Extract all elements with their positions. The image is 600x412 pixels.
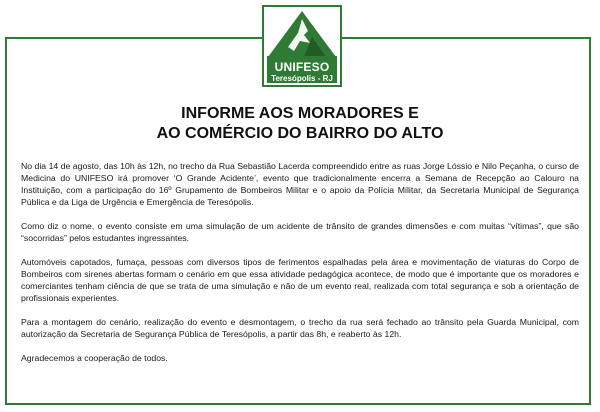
paragraph-road-closure: Para a montagem do cenário, realização do evento e desmontagem, o trecho da rua será fechado ao trânsito pela Guarda Municipal, com autorização da Secretaria de Segurança Pública de Teresópolis, a partir das 8h, e reaberto às 12h. [21,317,579,339]
paragraph-thanks: Agradecemos a cooperação de todos. [21,353,168,363]
paragraph-scenario: Automóveis capotados, fumaça, pessoas com diversos tipos de ferimentos espalhadas pela área e movimentação de viaturas do Corpo de Bombeiros com sirenes abertas formam o cenário em que essa atividade pedagógica acontece, de modo que é importante que os moradores e comerciantes tenham ciência de que se trata de uma simulação e não de um evento real, realizada com total segurança e sob a orientação de profissionais experientes. [21,257,579,303]
unifeso-logo [262,5,342,87]
notice-title [20,104,580,144]
paragraph-event-announcement: No dia 14 de agosto, das 10h às 12h, no trecho da Rua Sebastião Lacerda compreendido entre as ruas Jorge Lóssio e Nilo Peçanha, o curso de Medicina do UNIFESO irá promover ‘O Grande Acidente’, evento que tradicionalmente encerra a Semana de Recepção ao Calouro na Instituição, com a participação do 16º Grupamento de Bombeiros Militar e o apoio da Polícia Militar, da Secretaria Municipal de Segurança Pública e da Liga de Urgência e Emergência de Teresópolis. [21,161,579,207]
paragraph-simulation-description: Como diz o nome, o evento consiste em uma simulação de um acidente de trânsito de grandes dimensões e com muitas “vítimas”, que são “socorridas” pelos estudantes ingressantes. [21,221,579,243]
title-line-2: AO COMÉRCIO DO BAIRRO DO ALTO [156,125,444,142]
notice-body [21,160,579,376]
title-line-1: INFORME AOS MORADORES E [181,105,419,122]
logo-name: UNIFESO [274,60,330,74]
logo-city: Teresópolis - RJ [271,74,333,83]
